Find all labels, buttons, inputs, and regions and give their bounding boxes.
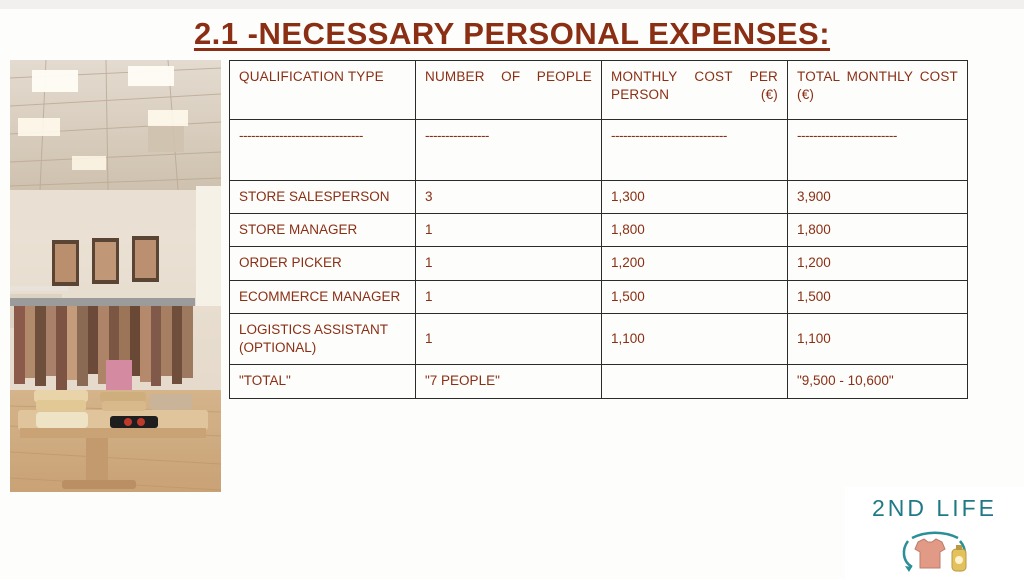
- expenses-table-container: [229, 60, 967, 399]
- cell-cost-per-person: 1,500: [602, 280, 788, 313]
- cell-people: 1: [416, 280, 602, 313]
- table-row-total: [230, 365, 968, 398]
- page-title: 2.1 -NECESSARY PERSONAL EXPENSES:: [193, 16, 831, 51]
- separator-cell-total-cost: -------------------------: [788, 120, 968, 181]
- cell-people: 3: [416, 181, 602, 214]
- table-header-row: [230, 61, 968, 120]
- cell-cost-per-person: 1,800: [602, 214, 788, 247]
- cell-total-cost: "9,500 - 10,600": [788, 365, 968, 398]
- cell-qualification: ORDER PICKER: [230, 247, 416, 280]
- cell-cost-per-person: 1,300: [602, 181, 788, 214]
- separator-cell-people: ----------------: [416, 120, 602, 181]
- column-header-qualification: QUALIFICATION TYPE: [230, 61, 416, 120]
- column-header-people: NUMBER OF PEOPLE: [416, 61, 602, 120]
- tshirt-recycle-icon: [892, 529, 978, 580]
- cell-cost-per-person: 1,200: [602, 247, 788, 280]
- brand-logo: [845, 487, 1024, 579]
- cell-qualification: STORE MANAGER: [230, 214, 416, 247]
- table-row: [230, 280, 968, 313]
- cell-total-cost: 1,500: [788, 280, 968, 313]
- top-strip: [0, 0, 1024, 9]
- cell-total-cost: 3,900: [788, 181, 968, 214]
- cell-people: "7 PEOPLE": [416, 365, 602, 398]
- column-header-cost-per-person: MONTHLY COST PER PERSON (€): [602, 61, 788, 120]
- cell-cost-per-person: [602, 365, 788, 398]
- table-row: [230, 214, 968, 247]
- table-row: [230, 313, 968, 364]
- separator-cell-cost-per-person: -----------------------------: [602, 120, 788, 181]
- cell-total-cost: 1,800: [788, 214, 968, 247]
- store-photo-image: [10, 60, 221, 492]
- cell-cost-per-person: 1,100: [602, 313, 788, 364]
- cell-qualification: ECOMMERCE MANAGER: [230, 280, 416, 313]
- cell-qualification: LOGISTICS ASSISTANT (OPTIONAL): [230, 313, 416, 364]
- cell-qualification: STORE SALESPERSON: [230, 181, 416, 214]
- table-row: [230, 181, 968, 214]
- cell-total-cost: 1,100: [788, 313, 968, 364]
- table-row: [230, 247, 968, 280]
- brand-name: 2ND LIFE: [872, 495, 997, 521]
- separator-cell-qualification: -------------------------------: [230, 120, 416, 181]
- cell-people: 1: [416, 247, 602, 280]
- cell-people: 1: [416, 313, 602, 364]
- cell-total-cost: 1,200: [788, 247, 968, 280]
- table-separator-row: [230, 120, 968, 181]
- cell-people: 1: [416, 214, 602, 247]
- expenses-table: [229, 60, 968, 399]
- column-header-total-cost: TOTAL MONTHLY COST (€): [788, 61, 968, 120]
- cell-qualification: "TOTAL": [230, 365, 416, 398]
- store-photo: [10, 60, 221, 492]
